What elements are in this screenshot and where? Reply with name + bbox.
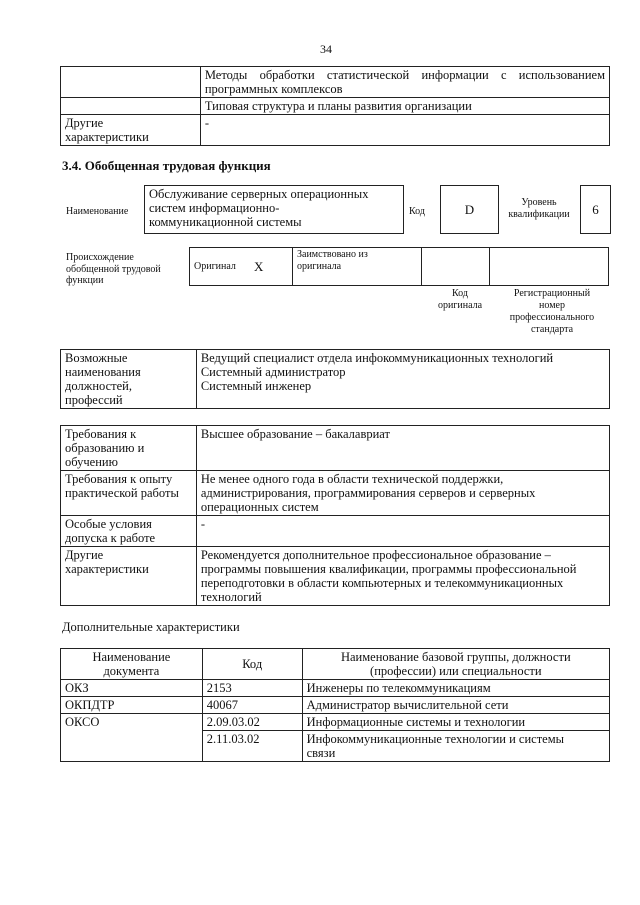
origin-code-caption: Код оригинала — [437, 288, 483, 311]
header-code: Код — [202, 649, 302, 680]
requirement-value: Рекомендуется дополнительное профессиональное образование – программы повышения квалификации, программы профессиональной переподготовки в области компьютерных и телекоммуникационных технологий — [196, 547, 609, 606]
table-row — [61, 426, 610, 471]
cell-doc: ОКСО — [61, 714, 203, 762]
cell-name: Информационные системы и технологии — [302, 714, 609, 731]
origin-reg-caption: Регистрационный номер профессионального стандарта — [509, 288, 595, 335]
page-number: 34 — [320, 42, 332, 56]
cell-name: Инженеры по телекоммуникациям — [302, 680, 609, 697]
top-row3-value: - — [200, 115, 609, 146]
origin-code-cell — [422, 248, 490, 286]
gtf-code-value: D — [440, 185, 499, 234]
top-row2-value: Типовая структура и планы развития организации — [200, 98, 609, 115]
positions-label: Возможные наименования должностей, профессий — [61, 350, 197, 409]
top-empty-cell — [61, 67, 201, 98]
table-header-row — [61, 649, 610, 680]
extra-table — [60, 648, 610, 762]
positions-table — [60, 349, 610, 409]
table-row — [61, 714, 610, 731]
top-row1-value: Методы обработки статистической информации с использованием программных комплексов — [200, 67, 609, 98]
requirement-value: Высшее образование – бакалавриат — [196, 426, 609, 471]
cell-name: Инфокоммуникационные технологии и системы связи — [302, 731, 609, 762]
requirement-label: Требования к опыту практической работы — [61, 471, 197, 516]
table-row — [61, 516, 610, 547]
table-row — [61, 547, 610, 606]
requirements-table — [60, 425, 610, 606]
cell-doc: ОКЗ — [61, 680, 203, 697]
top-table — [60, 66, 610, 146]
cell-code: 2.09.03.02 — [202, 714, 302, 731]
cell-name: Администратор вычислительной сети — [302, 697, 609, 714]
requirement-value: - — [196, 516, 609, 547]
top-empty-cell — [61, 98, 201, 115]
cell-doc: ОКПДТР — [61, 697, 203, 714]
gtf-level-value: 6 — [580, 185, 611, 234]
gtf-level-label: Уровень квалификации — [508, 197, 570, 220]
requirement-value: Не менее одного года в области технической поддержки, администрирования, программирования серверов и серверных операционных систем — [196, 471, 609, 516]
table-row — [61, 697, 610, 714]
requirement-label: Другие характеристики — [61, 547, 197, 606]
section-title: 3.4. Обобщенная трудовая функция — [62, 158, 271, 173]
origin-original-mark: X — [250, 248, 293, 286]
cell-code: 40067 — [202, 697, 302, 714]
cell-code: 2153 — [202, 680, 302, 697]
origin-borrowed-label: Заимствовано из оригинала — [293, 248, 422, 286]
top-row3-label: Другие характеристики — [61, 115, 201, 146]
header-name: Наименование базовой группы, должности (профессии) или специальности — [302, 649, 609, 680]
gtf-name-value: Обслуживание серверных операционных систем информационно- коммуникационной системы — [144, 185, 404, 234]
requirement-label: Требования к образованию и обучению — [61, 426, 197, 471]
requirement-label: Особые условия допуска к работе — [61, 516, 197, 547]
origin-original-label: Оригинал — [190, 248, 251, 286]
origin-table — [189, 247, 609, 286]
header-doc: Наименование документа — [61, 649, 203, 680]
origin-label: Происхождение обобщенной трудовой функции — [66, 252, 161, 286]
gtf-code-label: Код — [409, 206, 425, 217]
positions-value: Ведущий специалист отдела инфокоммуникационных технологий Системный администратор Системный инженер — [196, 350, 609, 409]
cell-code: 2.11.03.02 — [202, 731, 302, 762]
gtf-name-label: Наименование — [66, 206, 129, 217]
extra-title: Дополнительные характеристики — [62, 620, 240, 634]
table-row — [61, 680, 610, 697]
table-row — [61, 471, 610, 516]
origin-reg-cell — [490, 248, 609, 286]
